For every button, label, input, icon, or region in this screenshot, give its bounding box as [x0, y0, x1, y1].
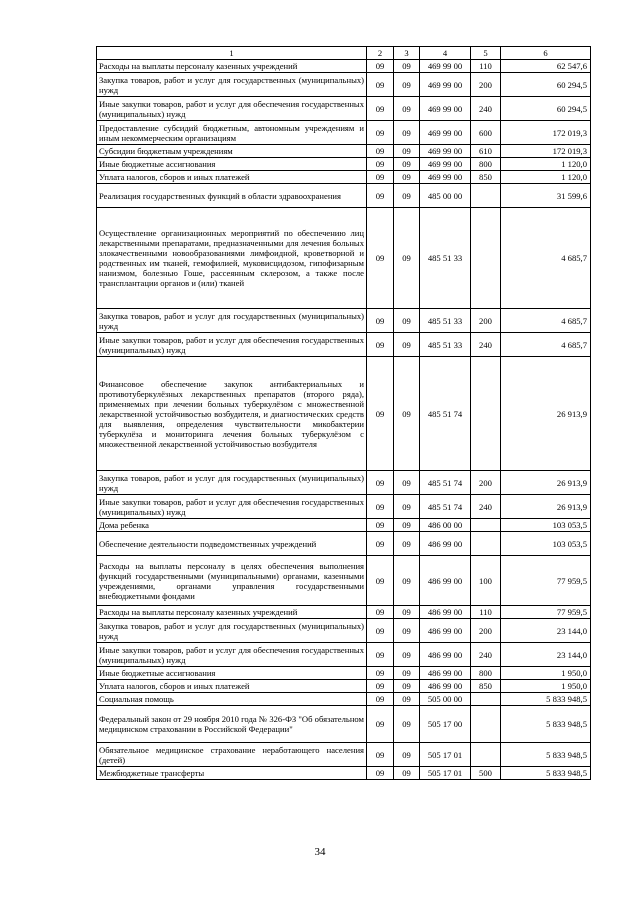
- section-code-cell: 09: [367, 556, 394, 606]
- expense-type-cell: [471, 357, 501, 471]
- subsection-code-cell: 09: [394, 619, 420, 643]
- subsection-code-cell: 09: [394, 693, 420, 706]
- target-article-cell: 485 51 74: [420, 495, 471, 519]
- target-article-cell: 485 51 74: [420, 357, 471, 471]
- expense-name-cell: Иные закупки товаров, работ и услуг для обеспечения государственных (муниципальных) нужд: [97, 97, 367, 121]
- amount-cell: 23 144,0: [501, 619, 591, 643]
- page-number: 34: [314, 846, 326, 858]
- table-row: [97, 556, 591, 606]
- expense-name-cell: Межбюджетные трансферты: [97, 767, 367, 780]
- expense-name-cell: Закупка товаров, работ и услуг для государственных (муниципальных) нужд: [97, 309, 367, 333]
- section-code-cell: 09: [367, 121, 394, 145]
- expense-type-cell: [471, 519, 501, 532]
- table-row: [97, 357, 591, 471]
- subsection-code-cell: 09: [394, 680, 420, 693]
- target-article-cell: 469 99 00: [420, 60, 471, 73]
- expense-name-cell: Расходы на выплаты персоналу в целях обеспечения выполнения функций государственными (муниципальными) органами, казенными учреждениями, органами управления государственными внебюджетными фондами: [97, 556, 367, 606]
- amount-cell: 103 053,5: [501, 519, 591, 532]
- section-code-cell: 09: [367, 309, 394, 333]
- target-article-cell: 485 00 00: [420, 184, 471, 208]
- section-code-cell: 09: [367, 495, 394, 519]
- expense-name-cell: Иные закупки товаров, работ и услуг для обеспечения государственных (муниципальных) нужд: [97, 643, 367, 667]
- subsection-code-cell: 09: [394, 532, 420, 556]
- expense-name-cell: Иные закупки товаров, работ и услуг для обеспечения государственных (муниципальных) нужд: [97, 333, 367, 357]
- expense-type-cell: 200: [471, 471, 501, 495]
- expense-name-cell: Предоставление субсидий бюджетным, автономным учреждениям и иным некоммерческим организациям: [97, 121, 367, 145]
- section-code-cell: 09: [367, 471, 394, 495]
- budget-table: [96, 46, 591, 780]
- section-code-cell: 09: [367, 619, 394, 643]
- expense-type-cell: 200: [471, 309, 501, 333]
- expense-type-cell: [471, 208, 501, 309]
- table-row: [97, 158, 591, 171]
- table-row: [97, 767, 591, 780]
- amount-cell: 1 950,0: [501, 667, 591, 680]
- table-row: [97, 333, 591, 357]
- table-row: [97, 693, 591, 706]
- amount-cell: 5 833 948,5: [501, 767, 591, 780]
- expense-type-cell: 240: [471, 643, 501, 667]
- subsection-code-cell: 09: [394, 606, 420, 619]
- section-code-cell: 09: [367, 60, 394, 73]
- amount-cell: 77 959,5: [501, 606, 591, 619]
- column-header: 2: [367, 47, 394, 60]
- expense-type-cell: 240: [471, 97, 501, 121]
- table-row: [97, 97, 591, 121]
- column-header: 6: [501, 47, 591, 60]
- expense-name-cell: Иные бюджетные ассигнования: [97, 158, 367, 171]
- amount-cell: 172 019,3: [501, 121, 591, 145]
- subsection-code-cell: 09: [394, 158, 420, 171]
- target-article-cell: 469 99 00: [420, 158, 471, 171]
- column-header: 3: [394, 47, 420, 60]
- target-article-cell: 485 51 33: [420, 208, 471, 309]
- expense-type-cell: 610: [471, 145, 501, 158]
- section-code-cell: 09: [367, 333, 394, 357]
- expense-name-cell: Социальная помощь: [97, 693, 367, 706]
- subsection-code-cell: 09: [394, 357, 420, 471]
- table-row: [97, 171, 591, 184]
- table-row: [97, 606, 591, 619]
- target-article-cell: 486 99 00: [420, 667, 471, 680]
- section-code-cell: 09: [367, 145, 394, 158]
- expense-name-cell: Иные бюджетные ассигнования: [97, 667, 367, 680]
- table-row: [97, 680, 591, 693]
- amount-cell: 31 599,6: [501, 184, 591, 208]
- target-article-cell: 469 99 00: [420, 121, 471, 145]
- subsection-code-cell: 09: [394, 309, 420, 333]
- amount-cell: 172 019,3: [501, 145, 591, 158]
- amount-cell: 60 294,5: [501, 97, 591, 121]
- target-article-cell: 469 99 00: [420, 145, 471, 158]
- amount-cell: 5 833 948,5: [501, 693, 591, 706]
- target-article-cell: 505 17 00: [420, 706, 471, 743]
- table-row: [97, 121, 591, 145]
- table-row: [97, 743, 591, 767]
- expense-type-cell: [471, 532, 501, 556]
- table-row: [97, 208, 591, 309]
- section-code-cell: 09: [367, 73, 394, 97]
- table-row: [97, 532, 591, 556]
- expense-type-cell: 800: [471, 667, 501, 680]
- amount-cell: 5 833 948,5: [501, 706, 591, 743]
- target-article-cell: 505 00 00: [420, 693, 471, 706]
- expense-type-cell: 110: [471, 60, 501, 73]
- section-code-cell: 09: [367, 680, 394, 693]
- table-row: [97, 471, 591, 495]
- expense-type-cell: [471, 184, 501, 208]
- section-code-cell: 09: [367, 706, 394, 743]
- section-code-cell: 09: [367, 667, 394, 680]
- table-row: [97, 184, 591, 208]
- expense-type-cell: 800: [471, 158, 501, 171]
- target-article-cell: 486 99 00: [420, 680, 471, 693]
- subsection-code-cell: 09: [394, 333, 420, 357]
- expense-type-cell: 240: [471, 495, 501, 519]
- subsection-code-cell: 09: [394, 667, 420, 680]
- table-row: [97, 706, 591, 743]
- target-article-cell: 485 51 33: [420, 333, 471, 357]
- expense-name-cell: Закупка товаров, работ и услуг для государственных (муниципальных) нужд: [97, 471, 367, 495]
- table-body: [97, 47, 591, 780]
- expense-name-cell: Реализация государственных функций в области здравоохранения: [97, 184, 367, 208]
- column-header: 4: [420, 47, 471, 60]
- subsection-code-cell: 09: [394, 556, 420, 606]
- expense-name-cell: Субсидии бюджетным учреждениям: [97, 145, 367, 158]
- column-header: 5: [471, 47, 501, 60]
- amount-cell: 26 913,9: [501, 495, 591, 519]
- target-article-cell: 486 99 00: [420, 532, 471, 556]
- section-code-cell: 09: [367, 208, 394, 309]
- subsection-code-cell: 09: [394, 60, 420, 73]
- target-article-cell: 505 17 01: [420, 743, 471, 767]
- target-article-cell: 486 99 00: [420, 643, 471, 667]
- section-code-cell: 09: [367, 606, 394, 619]
- expense-type-cell: 100: [471, 556, 501, 606]
- subsection-code-cell: 09: [394, 208, 420, 309]
- section-code-cell: 09: [367, 184, 394, 208]
- subsection-code-cell: 09: [394, 145, 420, 158]
- column-header: 1: [97, 47, 367, 60]
- amount-cell: 103 053,5: [501, 532, 591, 556]
- table-row: [97, 73, 591, 97]
- expense-name-cell: Федеральный закон от 29 ноября 2010 года № 326-ФЗ "Об обязательном медицинском страховании в Российской Федерации": [97, 706, 367, 743]
- section-code-cell: 09: [367, 693, 394, 706]
- section-code-cell: 09: [367, 97, 394, 121]
- amount-cell: 26 913,9: [501, 357, 591, 471]
- table-row: [97, 619, 591, 643]
- expense-type-cell: [471, 743, 501, 767]
- target-article-cell: 469 99 00: [420, 171, 471, 184]
- amount-cell: 4 685,7: [501, 333, 591, 357]
- amount-cell: 26 913,9: [501, 471, 591, 495]
- table-row: [97, 519, 591, 532]
- subsection-code-cell: 09: [394, 519, 420, 532]
- expense-name-cell: Осуществление организационных мероприятий по обеспечению лиц лекарственными препаратами, предназначенными для лечения больных злокачественными новообразованиями лимфоидной, кроветворной и родственных им тканей, гемофилией, муковисцидозом, гипофизарным нанизмом, болезнью Гоше, рассеянным склерозом, а также после трансплантации органов и (или) тканей: [97, 208, 367, 309]
- subsection-code-cell: 09: [394, 471, 420, 495]
- subsection-code-cell: 09: [394, 706, 420, 743]
- amount-cell: 1 950,0: [501, 680, 591, 693]
- target-article-cell: 486 99 00: [420, 556, 471, 606]
- amount-cell: 4 685,7: [501, 208, 591, 309]
- section-code-cell: 09: [367, 357, 394, 471]
- target-article-cell: 486 00 00: [420, 519, 471, 532]
- expense-name-cell: Расходы на выплаты персоналу казенных учреждений: [97, 606, 367, 619]
- target-article-cell: 485 51 33: [420, 309, 471, 333]
- amount-cell: 1 120,0: [501, 171, 591, 184]
- expense-name-cell: Иные закупки товаров, работ и услуг для обеспечения государственных (муниципальных) нужд: [97, 495, 367, 519]
- subsection-code-cell: 09: [394, 184, 420, 208]
- expense-name-cell: Закупка товаров, работ и услуг для государственных (муниципальных) нужд: [97, 619, 367, 643]
- expense-name-cell: Дома ребенка: [97, 519, 367, 532]
- expense-name-cell: Финансовое обеспечение закупок антибактериальных и противотуберкулёзных лекарственных препаратов (второго ряда), применяемых при лечении больных туберкулёзом с множественной лекарственной устойчивостью возбудителя, и диагностических средств для выявления, определения чувствительности микобактерии туберкулёза и мониторинга лечения больных туберкулёзом с множественной лекарственной устойчивостью возбудителя: [97, 357, 367, 471]
- subsection-code-cell: 09: [394, 121, 420, 145]
- expense-type-cell: 600: [471, 121, 501, 145]
- subsection-code-cell: 09: [394, 97, 420, 121]
- amount-cell: 5 833 948,5: [501, 743, 591, 767]
- table-header-row: [97, 47, 591, 60]
- target-article-cell: 469 99 00: [420, 97, 471, 121]
- amount-cell: 4 685,7: [501, 309, 591, 333]
- amount-cell: 23 144,0: [501, 643, 591, 667]
- expense-name-cell: Обеспечение деятельности подведомственных учреждений: [97, 532, 367, 556]
- table-row: [97, 667, 591, 680]
- subsection-code-cell: 09: [394, 495, 420, 519]
- section-code-cell: 09: [367, 767, 394, 780]
- expense-type-cell: 500: [471, 767, 501, 780]
- expense-type-cell: 110: [471, 606, 501, 619]
- expense-name-cell: Закупка товаров, работ и услуг для государственных (муниципальных) нужд: [97, 73, 367, 97]
- amount-cell: 77 959,5: [501, 556, 591, 606]
- table-row: [97, 60, 591, 73]
- section-code-cell: 09: [367, 158, 394, 171]
- amount-cell: 62 547,6: [501, 60, 591, 73]
- section-code-cell: 09: [367, 643, 394, 667]
- subsection-code-cell: 09: [394, 171, 420, 184]
- target-article-cell: 485 51 74: [420, 471, 471, 495]
- expense-name-cell: Расходы на выплаты персоналу казенных учреждений: [97, 60, 367, 73]
- expense-type-cell: 850: [471, 680, 501, 693]
- expense-type-cell: 240: [471, 333, 501, 357]
- section-code-cell: 09: [367, 171, 394, 184]
- amount-cell: 60 294,5: [501, 73, 591, 97]
- expense-name-cell: Уплата налогов, сборов и иных платежей: [97, 680, 367, 693]
- expense-type-cell: [471, 693, 501, 706]
- table-row: [97, 495, 591, 519]
- section-code-cell: 09: [367, 743, 394, 767]
- table-row: [97, 643, 591, 667]
- expense-name-cell: Уплата налогов, сборов и иных платежей: [97, 171, 367, 184]
- target-article-cell: 486 99 00: [420, 606, 471, 619]
- target-article-cell: 486 99 00: [420, 619, 471, 643]
- expense-type-cell: 200: [471, 73, 501, 97]
- expense-type-cell: [471, 706, 501, 743]
- subsection-code-cell: 09: [394, 73, 420, 97]
- table-row: [97, 145, 591, 158]
- subsection-code-cell: 09: [394, 743, 420, 767]
- target-article-cell: 469 99 00: [420, 73, 471, 97]
- amount-cell: 1 120,0: [501, 158, 591, 171]
- subsection-code-cell: 09: [394, 643, 420, 667]
- expense-name-cell: Обязательное медицинское страхование неработающего населения (детей): [97, 743, 367, 767]
- table-row: [97, 309, 591, 333]
- section-code-cell: 09: [367, 519, 394, 532]
- target-article-cell: 505 17 01: [420, 767, 471, 780]
- expense-type-cell: 200: [471, 619, 501, 643]
- section-code-cell: 09: [367, 532, 394, 556]
- expense-type-cell: 850: [471, 171, 501, 184]
- subsection-code-cell: 09: [394, 767, 420, 780]
